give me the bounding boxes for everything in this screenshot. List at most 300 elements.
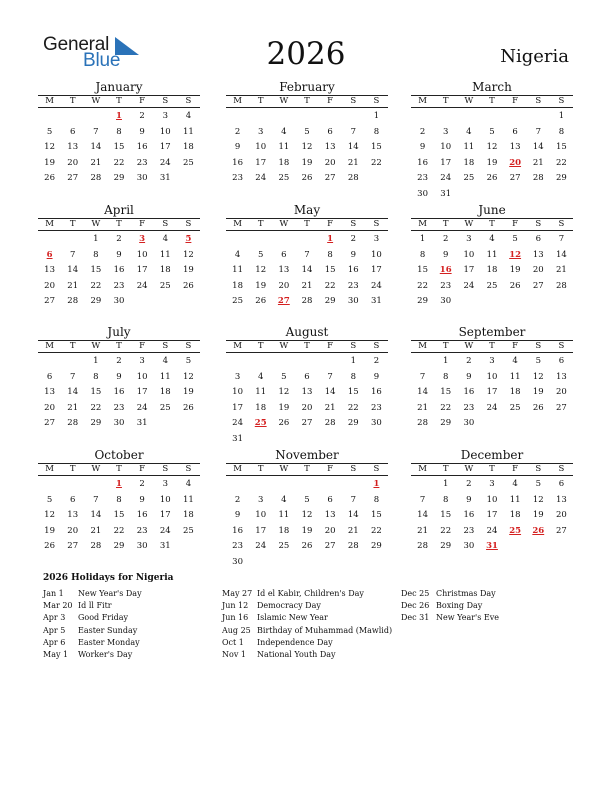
weekday-label: S <box>535 96 542 106</box>
day-cell: 11 <box>232 265 243 275</box>
weekday-label: T <box>304 96 310 106</box>
holiday-name: Christmas Day <box>436 589 496 598</box>
weekday-header <box>411 463 573 476</box>
brand-name-blue: Blue <box>83 50 121 71</box>
holiday-date: Jun 12 <box>222 601 249 611</box>
day-cell: 25 <box>183 157 194 168</box>
holiday-date: Oct 1 <box>222 637 244 647</box>
empty-cell <box>272 109 295 125</box>
month-june <box>411 203 573 310</box>
day-cell: 7 <box>70 371 76 382</box>
day-cell: 28 <box>347 173 359 183</box>
weekday-label: M <box>418 464 427 474</box>
holiday-name: Democracy Day <box>257 601 321 611</box>
empty-cell <box>226 354 249 370</box>
weekday-label: M <box>418 96 427 106</box>
day-cell: 13 <box>509 142 521 152</box>
day-cell: 14 <box>347 510 359 520</box>
day-cell: 15 <box>371 142 382 152</box>
day-cell: 29 <box>90 418 102 428</box>
weekday-label: T <box>116 219 122 229</box>
weekday-label: T <box>442 219 449 229</box>
holiday-date: Apr 3 <box>43 613 66 623</box>
weekday-label: F <box>512 96 519 106</box>
day-cell: 10 <box>440 142 452 152</box>
day-cell: 6 <box>558 479 565 489</box>
weekday-label: W <box>464 219 474 229</box>
month-name: October <box>94 448 144 462</box>
day-cell: 6 <box>512 126 518 137</box>
weekday-label: S <box>373 464 380 474</box>
month-january <box>38 80 200 187</box>
day-cell: 9 <box>466 494 472 505</box>
day-cell: 8 <box>443 371 449 382</box>
day-cell: 29 <box>440 541 452 551</box>
day-cell: 13 <box>67 142 79 152</box>
month-name: January <box>95 80 143 94</box>
day-cell: 19 <box>278 402 290 413</box>
holiday-date: Nov 1 <box>222 649 246 659</box>
holiday-column <box>43 588 142 661</box>
holiday-day-cell: 20 <box>509 157 522 168</box>
day-cell: 17 <box>232 402 243 413</box>
holiday-name: Independence Day <box>257 637 333 647</box>
weekday-label: T <box>489 96 495 106</box>
day-cell: 7 <box>419 494 426 505</box>
day-cell: 1 <box>443 356 449 366</box>
days-grid <box>38 477 200 555</box>
day-cell: 26 <box>278 418 290 428</box>
weekday-label: S <box>350 219 357 229</box>
day-cell: 14 <box>67 387 79 397</box>
day-cell: 4 <box>466 126 472 137</box>
day-cell: 23 <box>136 157 148 168</box>
month-april <box>38 203 200 310</box>
empty-cell <box>226 109 249 125</box>
day-cell: 3 <box>373 234 380 244</box>
day-cell: 22 <box>371 157 382 168</box>
empty-cell <box>457 109 480 125</box>
day-cell: 2 <box>373 356 380 366</box>
day-cell: 24 <box>159 525 171 536</box>
holiday-name: National Youth Day <box>257 649 336 659</box>
day-cell: 24 <box>136 402 148 413</box>
weekday-label: F <box>327 464 334 474</box>
day-cell: 8 <box>93 249 99 260</box>
empty-cell <box>295 232 318 248</box>
days-grid <box>411 109 573 202</box>
day-cell: 18 <box>278 157 290 168</box>
day-cell: 20 <box>324 525 336 536</box>
day-cell: 15 <box>371 510 382 520</box>
day-cell: 30 <box>463 418 475 428</box>
day-cell: 15 <box>556 142 567 152</box>
days-grid <box>38 109 200 187</box>
weekday-label: W <box>91 219 101 229</box>
day-cell: 17 <box>463 265 475 275</box>
day-cell: 20 <box>324 157 336 168</box>
weekday-label: T <box>116 96 122 106</box>
day-cell: 3 <box>162 111 168 121</box>
empty-cell <box>61 109 84 125</box>
day-cell: 10 <box>463 249 475 260</box>
weekday-label: F <box>139 464 146 474</box>
day-cell: 22 <box>90 280 102 291</box>
day-cell: 18 <box>232 280 243 291</box>
day-cell: 6 <box>304 371 310 382</box>
day-cell: 4 <box>162 234 168 244</box>
day-cell: 9 <box>139 126 145 137</box>
country-name: Nigeria <box>500 46 569 67</box>
day-cell: 28 <box>324 418 336 428</box>
day-cell: 15 <box>440 387 452 397</box>
day-cell: 26 <box>183 402 194 413</box>
day-cell: 19 <box>183 265 194 275</box>
day-cell: 22 <box>371 525 382 536</box>
weekday-label: T <box>116 341 122 351</box>
weekday-label: S <box>558 341 565 351</box>
day-cell: 14 <box>90 142 102 152</box>
day-cell: 5 <box>304 494 310 505</box>
day-cell: 16 <box>232 525 243 536</box>
day-cell: 18 <box>278 525 290 536</box>
day-cell: 26 <box>486 173 498 183</box>
day-cell: 28 <box>90 173 102 183</box>
weekday-label: F <box>327 341 334 351</box>
day-cell: 4 <box>512 356 518 366</box>
month-october <box>38 448 200 555</box>
day-cell: 24 <box>440 173 452 183</box>
day-cell: 26 <box>509 280 521 291</box>
day-cell: 31 <box>159 541 171 551</box>
day-cell: 9 <box>116 249 122 260</box>
holiday-item <box>43 588 142 600</box>
day-cell: 25 <box>486 280 498 291</box>
day-cell: 26 <box>44 541 55 551</box>
day-cell: 2 <box>139 111 145 121</box>
empty-cell <box>84 477 107 493</box>
weekday-label: M <box>45 464 54 474</box>
day-cell: 8 <box>116 494 122 505</box>
day-cell: 29 <box>324 296 336 306</box>
holiday-date: Apr 5 <box>43 625 66 635</box>
holiday-date: Apr 6 <box>43 637 66 647</box>
day-cell: 6 <box>327 494 333 505</box>
day-cell: 21 <box>67 280 79 291</box>
day-cell: 25 <box>159 280 171 291</box>
day-cell: 25 <box>232 296 243 306</box>
day-cell: 13 <box>324 510 336 520</box>
month-august <box>226 325 388 447</box>
day-cell: 10 <box>159 494 171 505</box>
holiday-item <box>401 588 499 600</box>
month-name: August <box>285 325 329 339</box>
day-cell: 30 <box>136 173 148 183</box>
days-grid <box>226 232 388 310</box>
day-cell: 27 <box>44 418 55 428</box>
day-cell: 8 <box>373 494 380 505</box>
day-cell: 5 <box>185 356 192 366</box>
day-cell: 25 <box>159 402 171 413</box>
day-cell: 15 <box>417 265 428 275</box>
weekday-header <box>38 218 200 231</box>
day-cell: 7 <box>535 126 541 137</box>
day-cell: 18 <box>159 387 171 397</box>
day-cell: 21 <box>556 265 567 275</box>
holiday-name: New Year's Eve <box>436 613 499 623</box>
day-cell: 7 <box>304 249 310 260</box>
holiday-day-cell: 25 <box>254 418 267 428</box>
day-cell: 1 <box>558 111 565 121</box>
holiday-date: Mar 20 <box>43 601 73 611</box>
day-cell: 11 <box>486 249 498 260</box>
month-name: July <box>107 325 131 339</box>
day-cell: 2 <box>443 234 449 244</box>
holiday-day-cell: 16 <box>439 265 452 275</box>
day-cell: 4 <box>234 249 241 260</box>
weekday-label: S <box>185 341 192 351</box>
month-may <box>226 203 388 310</box>
holiday-item <box>43 625 142 637</box>
day-cell: 10 <box>136 249 148 260</box>
day-cell: 2 <box>234 494 241 505</box>
holidays-title: 2026 Holidays for Nigeria <box>43 573 174 583</box>
weekday-label: S <box>162 96 169 106</box>
day-cell: 22 <box>417 280 428 291</box>
day-cell: 11 <box>255 387 267 397</box>
day-cell: 11 <box>159 249 171 260</box>
weekday-label: M <box>233 464 242 474</box>
empty-cell <box>249 109 272 125</box>
day-cell: 27 <box>324 541 336 551</box>
weekday-label: W <box>464 341 474 351</box>
weekday-label: S <box>162 341 169 351</box>
day-cell: 28 <box>417 541 428 551</box>
holiday-item <box>222 625 392 637</box>
holiday-date: May 1 <box>43 649 69 659</box>
empty-cell <box>272 354 295 370</box>
day-cell: 3 <box>466 234 472 244</box>
day-cell: 23 <box>417 173 428 183</box>
day-cell: 30 <box>440 296 452 306</box>
day-cell: 15 <box>90 265 102 275</box>
day-cell: 1 <box>443 479 449 489</box>
day-cell: 16 <box>136 510 148 520</box>
day-cell: 4 <box>162 356 168 366</box>
holiday-item <box>43 612 142 624</box>
day-cell: 4 <box>281 126 287 137</box>
day-cell: 10 <box>159 126 171 137</box>
day-cell: 10 <box>371 249 382 260</box>
day-cell: 31 <box>159 173 171 183</box>
holiday-day-cell: 26 <box>532 525 545 536</box>
day-cell: 26 <box>301 173 313 183</box>
day-cell: 16 <box>347 265 359 275</box>
weekday-header <box>226 218 388 231</box>
day-cell: 6 <box>535 234 541 244</box>
weekday-label: M <box>45 341 54 351</box>
day-cell: 22 <box>113 525 125 536</box>
day-cell: 21 <box>324 402 336 413</box>
day-cell: 4 <box>512 479 518 489</box>
day-cell: 23 <box>113 402 125 413</box>
weekday-label: W <box>279 341 289 351</box>
weekday-label: M <box>45 96 54 106</box>
day-cell: 20 <box>301 402 313 413</box>
day-cell: 12 <box>183 249 194 260</box>
day-cell: 30 <box>347 296 359 306</box>
day-cell: 28 <box>67 418 79 428</box>
day-cell: 21 <box>90 525 102 536</box>
day-cell: 22 <box>113 157 125 168</box>
day-cell: 11 <box>183 126 194 137</box>
day-cell: 15 <box>113 510 125 520</box>
weekday-label: T <box>304 341 310 351</box>
month-name: May <box>293 203 321 217</box>
day-cell: 26 <box>301 541 313 551</box>
day-cell: 18 <box>463 157 475 168</box>
day-cell: 21 <box>417 402 428 413</box>
weekday-label: T <box>69 464 76 474</box>
day-cell: 8 <box>93 371 99 382</box>
weekday-header <box>226 340 388 353</box>
weekday-label: S <box>185 219 192 229</box>
day-cell: 16 <box>232 157 243 168</box>
day-cell: 23 <box>113 280 125 291</box>
day-cell: 24 <box>159 157 171 168</box>
day-cell: 19 <box>44 525 55 536</box>
day-cell: 2 <box>139 479 145 489</box>
day-cell: 21 <box>532 157 544 168</box>
day-cell: 31 <box>440 188 452 199</box>
holiday-name: Good Friday <box>78 613 129 623</box>
weekday-label: T <box>69 341 76 351</box>
day-cell: 3 <box>162 479 168 489</box>
empty-cell <box>342 477 365 493</box>
empty-cell <box>295 354 318 370</box>
day-cell: 8 <box>419 249 426 260</box>
day-cell: 11 <box>159 371 171 382</box>
empty-cell <box>61 354 84 370</box>
holiday-name: Birthday of Muhammad (Mawlid) <box>257 625 393 635</box>
holiday-item <box>401 612 499 624</box>
day-cell: 4 <box>185 479 192 489</box>
empty-cell <box>342 109 365 125</box>
day-cell: 27 <box>44 296 55 306</box>
day-cell: 29 <box>417 296 428 306</box>
day-cell: 9 <box>419 142 426 152</box>
day-cell: 5 <box>304 126 310 137</box>
day-cell: 24 <box>136 280 148 291</box>
empty-cell <box>226 477 249 493</box>
day-cell: 13 <box>67 510 79 520</box>
day-cell: 27 <box>67 541 79 551</box>
day-cell: 20 <box>278 280 290 291</box>
day-cell: 2 <box>234 126 241 137</box>
day-cell: 12 <box>44 510 55 520</box>
day-cell: 3 <box>234 371 241 382</box>
day-cell: 13 <box>532 249 544 260</box>
day-cell: 8 <box>327 249 333 260</box>
day-cell: 11 <box>183 494 194 505</box>
weekday-label: F <box>139 341 146 351</box>
weekday-label: T <box>304 464 310 474</box>
day-cell: 18 <box>183 510 194 520</box>
empty-cell <box>411 109 434 125</box>
day-cell: 12 <box>301 510 313 520</box>
day-cell: 24 <box>486 402 498 413</box>
day-cell: 26 <box>532 402 544 413</box>
day-cell: 8 <box>350 371 356 382</box>
empty-cell <box>249 232 272 248</box>
day-cell: 7 <box>419 371 426 382</box>
month-name: September <box>458 325 526 339</box>
day-cell: 13 <box>44 387 55 397</box>
holiday-day-cell: 31 <box>486 541 498 551</box>
empty-cell <box>61 232 84 248</box>
holiday-item <box>222 612 392 624</box>
empty-cell <box>38 232 61 248</box>
weekday-label: F <box>512 341 519 351</box>
month-name: February <box>279 80 335 94</box>
weekday-label: T <box>257 96 264 106</box>
weekday-label: W <box>91 96 101 106</box>
day-cell: 9 <box>234 510 241 520</box>
weekday-label: S <box>185 96 192 106</box>
day-cell: 15 <box>324 265 336 275</box>
holiday-name: Boxing Day <box>436 601 483 611</box>
day-cell: 9 <box>350 249 356 260</box>
weekday-label: S <box>373 96 380 106</box>
empty-cell <box>249 354 272 370</box>
day-cell: 29 <box>440 418 452 428</box>
day-cell: 30 <box>417 188 428 199</box>
empty-cell <box>226 232 249 248</box>
empty-cell <box>480 109 503 125</box>
day-cell: 10 <box>486 371 498 382</box>
day-cell: 30 <box>232 556 243 567</box>
month-name: March <box>472 80 512 94</box>
day-cell: 24 <box>463 280 475 291</box>
day-cell: 12 <box>44 142 55 152</box>
day-cell: 20 <box>44 402 55 413</box>
day-cell: 12 <box>255 265 267 275</box>
month-march <box>411 80 573 202</box>
day-cell: 21 <box>67 402 79 413</box>
day-cell: 22 <box>347 402 359 413</box>
day-cell: 22 <box>324 280 336 291</box>
days-grid <box>411 477 573 555</box>
weekday-label: S <box>162 464 169 474</box>
day-cell: 6 <box>281 249 287 260</box>
days-grid <box>226 109 388 187</box>
day-cell: 16 <box>136 142 148 152</box>
day-cell: 10 <box>255 510 267 520</box>
day-cell: 31 <box>232 433 243 444</box>
holiday-day-cell: 1 <box>327 234 334 244</box>
day-cell: 19 <box>532 510 544 520</box>
day-cell: 5 <box>512 234 518 244</box>
day-cell: 14 <box>417 510 428 520</box>
day-cell: 3 <box>489 479 495 489</box>
month-name: December <box>460 448 524 462</box>
day-cell: 27 <box>324 173 336 183</box>
day-cell: 20 <box>67 525 79 536</box>
day-cell: 10 <box>486 494 498 505</box>
day-cell: 23 <box>440 280 452 291</box>
days-grid <box>38 354 200 432</box>
weekday-label: S <box>535 219 542 229</box>
